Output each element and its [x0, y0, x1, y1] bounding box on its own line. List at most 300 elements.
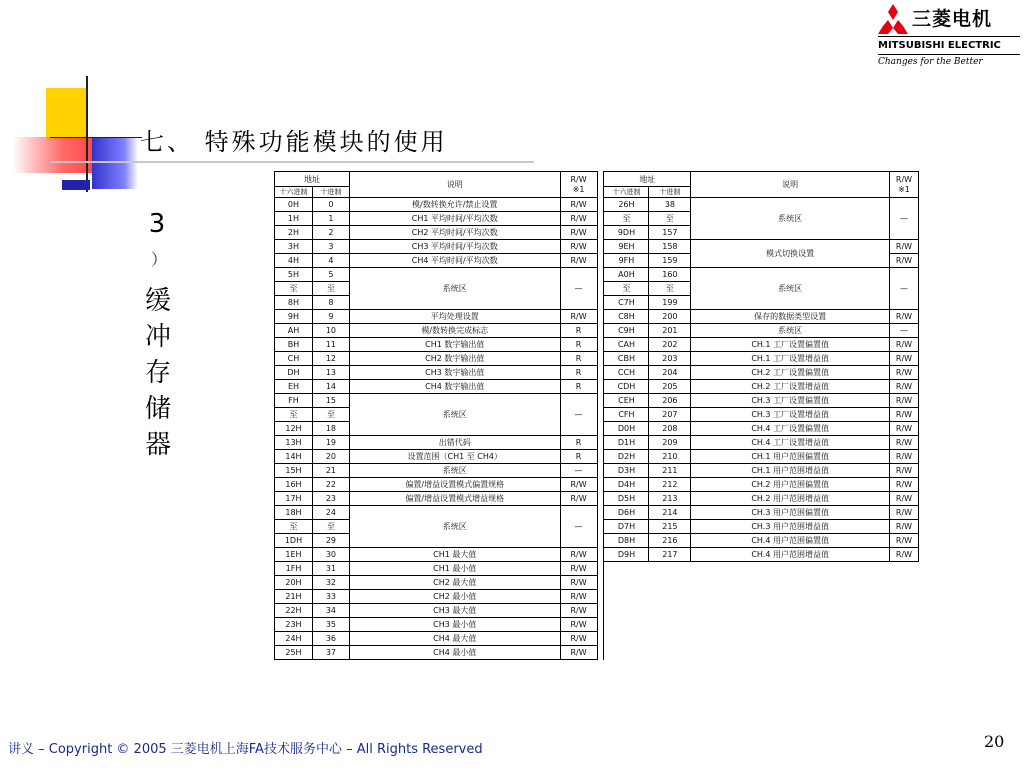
section-label: 缓冲存储器 [144, 286, 171, 460]
cell-description: CH3 最小值 [349, 618, 560, 632]
column-separator [597, 394, 604, 408]
mitsubishi-logo [870, 0, 1024, 78]
cell-dec: 0 [312, 198, 349, 212]
cell-rw: R/W [889, 338, 918, 352]
cell-dec: 18 [312, 422, 349, 436]
cell-description: 平均处理设置 [349, 310, 560, 324]
column-separator [597, 562, 604, 576]
cell-dec: 3 [312, 240, 349, 254]
cell-dec: 5 [312, 268, 349, 282]
cell-hex: CDH [604, 380, 649, 394]
cell-description: 偏置/增益设置模式偏置规格 [349, 478, 560, 492]
page-title: 七、 特殊功能模块的使用 [140, 128, 448, 156]
cell-hex: AH [275, 324, 313, 338]
cell-hex: D7H [604, 520, 649, 534]
cell-hex: CBH [604, 352, 649, 366]
cell-description: CH.2 用户范围偏置值 [691, 478, 890, 492]
cell-description: 设置范围（CH1 至 CH4） [349, 450, 560, 464]
table-row [275, 548, 919, 562]
cell-description: CH4 平均时间/平均次数 [349, 254, 560, 268]
cell-hex: 14H [275, 450, 313, 464]
cell-description: CH.1 工厂设置偏置值 [691, 338, 890, 352]
deco-horizontal-line [50, 137, 142, 138]
cell-rw: — [889, 268, 918, 310]
cell-rw: R [560, 380, 597, 394]
cell-description: 偏置/增益设置模式增益规格 [349, 492, 560, 506]
column-separator [597, 590, 604, 604]
cell-rw: — [889, 198, 918, 240]
cell-rw: R [560, 450, 597, 464]
table-header-row [275, 172, 919, 187]
cell-description: CH2 数字输出值 [349, 352, 560, 366]
cell-description: CH3 平均时间/平均次数 [349, 240, 560, 254]
buffer-memory-table-container [274, 171, 919, 723]
cell-dec: 14 [312, 380, 349, 394]
table-row [275, 310, 919, 324]
cell-hex: 至 [604, 212, 649, 226]
column-separator [597, 380, 604, 394]
header-description: 说明 [349, 172, 560, 198]
cell-dec: 217 [649, 548, 691, 562]
column-separator [597, 338, 604, 352]
cell-rw: R/W [560, 492, 597, 506]
cell-dec: 31 [312, 562, 349, 576]
column-separator [597, 172, 604, 198]
column-separator [597, 478, 604, 492]
cell-description: CH1 最小值 [349, 562, 560, 576]
cell-rw: R/W [889, 254, 918, 268]
cell-description: 系统区 [349, 506, 560, 548]
cell-rw: — [560, 464, 597, 478]
column-separator [597, 324, 604, 338]
cell-dec: 9 [312, 310, 349, 324]
table-row [275, 324, 919, 338]
deco-blue-square [92, 137, 138, 189]
header-rw: R/W ※1 [560, 172, 597, 198]
column-separator [597, 492, 604, 506]
cell-hex: 0H [275, 198, 313, 212]
cell-hex: BH [275, 338, 313, 352]
cell-dec: 30 [312, 548, 349, 562]
table-row [275, 240, 919, 254]
cell-rw: R/W [889, 520, 918, 534]
column-separator [597, 268, 604, 282]
cell-rw: R/W [560, 646, 597, 660]
header-description: 说明 [691, 172, 890, 198]
cell-dec: 212 [649, 478, 691, 492]
cell-rw: R/W [889, 450, 918, 464]
section-paren: ） [151, 250, 168, 269]
column-separator [597, 576, 604, 590]
cell-hex: 22H [275, 604, 313, 618]
cell-hex: CFH [604, 408, 649, 422]
title-underline [50, 161, 534, 163]
cell-rw: R/W [560, 590, 597, 604]
column-separator [597, 506, 604, 520]
column-separator [597, 646, 604, 660]
cell-rw: R/W [889, 408, 918, 422]
cell-rw: R/W [560, 240, 597, 254]
cell-hex: EH [275, 380, 313, 394]
cell-dec: 201 [649, 324, 691, 338]
cell-description: CH.1 工厂设置增益值 [691, 352, 890, 366]
cell-dec: 11 [312, 338, 349, 352]
cell-description: 系统区 [349, 394, 560, 436]
cell-rw: R/W [889, 534, 918, 548]
cell-description: 系统区 [349, 268, 560, 310]
column-separator [597, 632, 604, 646]
header-address: 地址 [275, 172, 350, 187]
cell-dec: 206 [649, 394, 691, 408]
cell-description: CH.2 工厂设置偏置值 [691, 366, 890, 380]
logo-slogan: Changes for the Better [878, 57, 983, 67]
cell-dec: 213 [649, 492, 691, 506]
cell-dec: 159 [649, 254, 691, 268]
column-separator [597, 520, 604, 534]
cell-hex: D5H [604, 492, 649, 506]
cell-rw: R/W [889, 394, 918, 408]
cell-dec: 29 [312, 534, 349, 548]
header-hex: 十六进制 [604, 187, 649, 198]
cell-dec: 12 [312, 352, 349, 366]
column-separator [597, 534, 604, 548]
cell-description: CH.3 工厂设置增益值 [691, 408, 890, 422]
cell-hex: 至 [275, 408, 313, 422]
cell-description: CH3 数字输出值 [349, 366, 560, 380]
cell-rw: R/W [889, 478, 918, 492]
empty-cell [604, 562, 919, 660]
cell-description: CH.4 工厂设置增益值 [691, 436, 890, 450]
cell-dec: 10 [312, 324, 349, 338]
cell-dec: 157 [649, 226, 691, 240]
cell-dec: 22 [312, 478, 349, 492]
cell-hex: 9FH [604, 254, 649, 268]
cell-hex: 24H [275, 632, 313, 646]
cell-description: 系统区 [691, 268, 890, 310]
cell-description: 保存的数据类型设置 [691, 310, 890, 324]
cell-hex: C7H [604, 296, 649, 310]
cell-hex: C8H [604, 310, 649, 324]
cell-hex: 至 [275, 520, 313, 534]
column-separator [597, 436, 604, 450]
column-separator [597, 352, 604, 366]
cell-dec: 至 [312, 282, 349, 296]
cell-hex: 17H [275, 492, 313, 506]
column-separator [597, 212, 604, 226]
column-separator [597, 282, 604, 296]
header-dec: 十进制 [312, 187, 349, 198]
cell-rw: R/W [560, 478, 597, 492]
cell-hex: D3H [604, 464, 649, 478]
cell-dec: 19 [312, 436, 349, 450]
cell-dec: 208 [649, 422, 691, 436]
cell-rw: R/W [889, 380, 918, 394]
deco-red-square [12, 137, 96, 173]
cell-description: CH.4 用户范围增益值 [691, 548, 890, 562]
cell-dec: 158 [649, 240, 691, 254]
cell-hex: 18H [275, 506, 313, 520]
cell-dec: 2 [312, 226, 349, 240]
table-row [275, 464, 919, 478]
cell-hex: 20H [275, 576, 313, 590]
cell-hex: C9H [604, 324, 649, 338]
cell-rw: R/W [560, 632, 597, 646]
column-separator [597, 198, 604, 212]
cell-hex: CAH [604, 338, 649, 352]
cell-description: 系统区 [349, 464, 560, 478]
cell-dec: 32 [312, 576, 349, 590]
cell-rw: R [560, 338, 597, 352]
cell-dec: 13 [312, 366, 349, 380]
cell-description: CH4 最大值 [349, 632, 560, 646]
cell-hex: 4H [275, 254, 313, 268]
cell-description: CH.3 用户范围偏置值 [691, 506, 890, 520]
cell-dec: 8 [312, 296, 349, 310]
cell-rw: R/W [889, 422, 918, 436]
cell-dec: 36 [312, 632, 349, 646]
cell-hex: 8H [275, 296, 313, 310]
cell-rw: R/W [889, 240, 918, 254]
column-separator [597, 618, 604, 632]
header-hex: 十六进制 [275, 187, 313, 198]
cell-description: 模/数转换完成标志 [349, 324, 560, 338]
cell-description: CH.4 用户范围偏置值 [691, 534, 890, 548]
cell-hex: 9EH [604, 240, 649, 254]
cell-hex: CCH [604, 366, 649, 380]
footer-copyright: 讲义 – Copyright © 2005 三菱电机上海FA技术服务中心 – All Rights Reserved [8, 742, 483, 757]
cell-dec: 33 [312, 590, 349, 604]
page-number: 20 [984, 732, 1005, 751]
cell-description: CH1 最大值 [349, 548, 560, 562]
cell-hex: 1EH [275, 548, 313, 562]
cell-rw: R/W [889, 366, 918, 380]
cell-hex: 21H [275, 590, 313, 604]
cell-dec: 204 [649, 366, 691, 380]
cell-dec: 37 [312, 646, 349, 660]
cell-dec: 200 [649, 310, 691, 324]
cell-description: CH2 最大值 [349, 576, 560, 590]
cell-rw: R/W [889, 506, 918, 520]
column-separator [597, 450, 604, 464]
column-separator [597, 296, 604, 310]
cell-description: CH.3 用户范围增益值 [691, 520, 890, 534]
cell-hex: CEH [604, 394, 649, 408]
cell-hex: D1H [604, 436, 649, 450]
cell-dec: 4 [312, 254, 349, 268]
cell-hex: 1DH [275, 534, 313, 548]
column-separator [597, 366, 604, 380]
column-separator [597, 548, 604, 562]
logo-en-text: MITSUBISHI ELECTRIC [878, 40, 1001, 51]
cell-hex: 1FH [275, 562, 313, 576]
column-separator [597, 408, 604, 422]
cell-dec: 205 [649, 380, 691, 394]
cell-description: CH.2 用户范围增益值 [691, 492, 890, 506]
table-row [275, 380, 919, 394]
header-dec: 十进制 [649, 187, 691, 198]
cell-dec: 至 [649, 212, 691, 226]
cell-rw: R/W [889, 352, 918, 366]
cell-rw: R/W [560, 212, 597, 226]
cell-hex: 25H [275, 646, 313, 660]
cell-hex: 15H [275, 464, 313, 478]
table-row [275, 352, 919, 366]
header-address: 地址 [604, 172, 691, 187]
cell-dec: 1 [312, 212, 349, 226]
cell-rw: R [560, 324, 597, 338]
column-separator [597, 240, 604, 254]
cell-hex: 13H [275, 436, 313, 450]
cell-rw: — [560, 394, 597, 436]
cell-description: 模式切换设置 [691, 240, 890, 268]
cell-description: CH1 平均时间/平均次数 [349, 212, 560, 226]
cell-description: CH3 最大值 [349, 604, 560, 618]
cell-hex: D0H [604, 422, 649, 436]
cell-rw: R/W [560, 198, 597, 212]
cell-description: CH2 平均时间/平均次数 [349, 226, 560, 240]
table-row [275, 450, 919, 464]
cell-description: 模/数转换允许/禁止设置 [349, 198, 560, 212]
table-row [275, 478, 919, 492]
table-row [275, 492, 919, 506]
cell-description: CH1 数字输出值 [349, 338, 560, 352]
cell-hex: D6H [604, 506, 649, 520]
cell-hex: 至 [275, 282, 313, 296]
cell-description: CH2 最小值 [349, 590, 560, 604]
cell-rw: — [560, 268, 597, 310]
column-separator [597, 464, 604, 478]
deco-yellow-square [46, 88, 88, 140]
cell-rw: R/W [560, 618, 597, 632]
column-separator [597, 226, 604, 240]
cell-rw: R/W [560, 310, 597, 324]
table-row [275, 366, 919, 380]
cell-hex: D8H [604, 534, 649, 548]
cell-hex: FH [275, 394, 313, 408]
logo-cn-text: 三菱电机 [912, 8, 993, 30]
cell-description: CH.1 用户范围增益值 [691, 464, 890, 478]
cell-description: 出错代码 [349, 436, 560, 450]
cell-rw: R/W [560, 548, 597, 562]
deco-vertical-line [86, 76, 88, 192]
cell-dec: 207 [649, 408, 691, 422]
cell-dec: 209 [649, 436, 691, 450]
cell-rw: R/W [560, 226, 597, 240]
cell-dec: 216 [649, 534, 691, 548]
cell-dec: 38 [649, 198, 691, 212]
cell-rw: R/W [889, 310, 918, 324]
cell-rw: R [560, 352, 597, 366]
cell-dec: 214 [649, 506, 691, 520]
cell-hex: 23H [275, 618, 313, 632]
cell-dec: 210 [649, 450, 691, 464]
cell-dec: 至 [312, 408, 349, 422]
cell-hex: 9H [275, 310, 313, 324]
three-diamonds-icon [876, 4, 910, 34]
cell-dec: 15 [312, 394, 349, 408]
cell-dec: 23 [312, 492, 349, 506]
cell-hex: 12H [275, 422, 313, 436]
table-row [275, 562, 919, 576]
cell-dec: 203 [649, 352, 691, 366]
cell-rw: R/W [889, 548, 918, 562]
cell-hex: D2H [604, 450, 649, 464]
cell-hex: 2H [275, 226, 313, 240]
cell-rw: R [560, 436, 597, 450]
cell-dec: 34 [312, 604, 349, 618]
cell-hex: 9DH [604, 226, 649, 240]
cell-hex: 5H [275, 268, 313, 282]
column-separator [597, 422, 604, 436]
deco-shadow-square [62, 180, 90, 190]
cell-hex: A0H [604, 268, 649, 282]
table-row [275, 268, 919, 282]
cell-hex: 1H [275, 212, 313, 226]
cell-hex: D4H [604, 478, 649, 492]
cell-rw: — [560, 506, 597, 548]
column-separator [597, 604, 604, 618]
cell-description: 系统区 [691, 324, 890, 338]
table-row [275, 338, 919, 352]
table-row [275, 436, 919, 450]
cell-description: CH.4 工厂设置偏置值 [691, 422, 890, 436]
cell-description: CH4 数字输出值 [349, 380, 560, 394]
cell-dec: 21 [312, 464, 349, 478]
cell-description: 系统区 [691, 198, 890, 240]
cell-dec: 20 [312, 450, 349, 464]
cell-hex: 至 [604, 282, 649, 296]
logo-divider [878, 36, 1020, 37]
column-separator [597, 310, 604, 324]
cell-description: CH4 最小值 [349, 646, 560, 660]
cell-rw: R/W [560, 254, 597, 268]
cell-rw: R/W [889, 436, 918, 450]
cell-dec: 24 [312, 506, 349, 520]
cell-dec: 35 [312, 618, 349, 632]
logo-divider [878, 54, 1020, 55]
table-row [275, 506, 919, 520]
cell-rw: R/W [889, 464, 918, 478]
table-row [275, 394, 919, 408]
cell-rw: — [889, 324, 918, 338]
cell-rw: R/W [889, 492, 918, 506]
cell-dec: 211 [649, 464, 691, 478]
cell-description: CH.1 用户范围偏置值 [691, 450, 890, 464]
cell-dec: 至 [312, 520, 349, 534]
buffer-memory-table [274, 171, 919, 660]
header-rw: R/W ※1 [889, 172, 918, 198]
cell-hex: CH [275, 352, 313, 366]
table-row [275, 198, 919, 212]
cell-dec: 215 [649, 520, 691, 534]
cell-dec: 202 [649, 338, 691, 352]
column-separator [597, 254, 604, 268]
cell-hex: 3H [275, 240, 313, 254]
cell-hex: D9H [604, 548, 649, 562]
cell-dec: 199 [649, 296, 691, 310]
cell-dec: 至 [649, 282, 691, 296]
cell-hex: 26H [604, 198, 649, 212]
cell-dec: 160 [649, 268, 691, 282]
cell-description: CH.3 工厂设置偏置值 [691, 394, 890, 408]
cell-hex: DH [275, 366, 313, 380]
cell-rw: R/W [560, 604, 597, 618]
cell-rw: R/W [560, 576, 597, 590]
cell-rw: R/W [560, 562, 597, 576]
cell-rw: R [560, 366, 597, 380]
section-number: 3 [148, 209, 166, 239]
cell-hex: 16H [275, 478, 313, 492]
